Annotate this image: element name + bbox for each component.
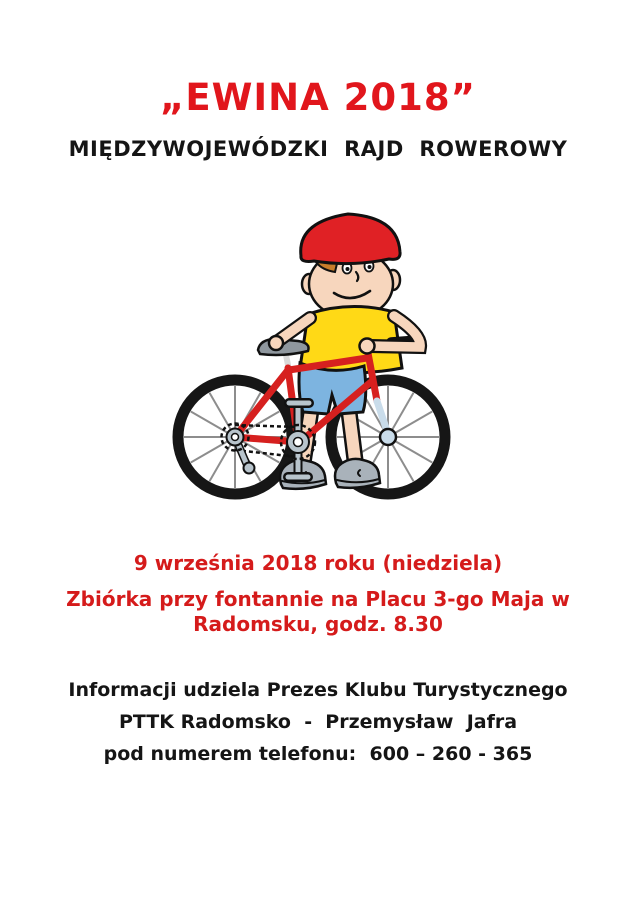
meeting-place-line1: Zbiórka przy fontannie na Placu 3-go Maja w [66,587,570,611]
bike-illustration [148,200,488,520]
contact-info-line2: PTTK Radomsko - Przemysław Jafra [118,711,518,733]
left-hand [269,336,283,350]
boy-head [301,214,400,318]
contact-info-line1: Informacji udziela Prezes Klubu Turystycznego [68,679,568,701]
poster-subtitle: MIĘDZYWOJEWÓDZKI RAJD ROWEROWY [68,137,568,161]
event-date: 9 września 2018 roku (niedziela) [133,551,503,575]
meeting-place-line2: Radomsku, godz. 8.30 [193,612,443,636]
contact-phone-line: pod numerem telefonu: 600 – 260 - 365 [103,743,533,765]
boy-with-bicycle-drawing [148,200,488,520]
rear-gear [222,424,249,451]
front-hub [380,429,396,445]
poster-title: „EWINA 2018” [160,76,476,119]
helmet [301,214,400,264]
right-hand [360,339,375,354]
